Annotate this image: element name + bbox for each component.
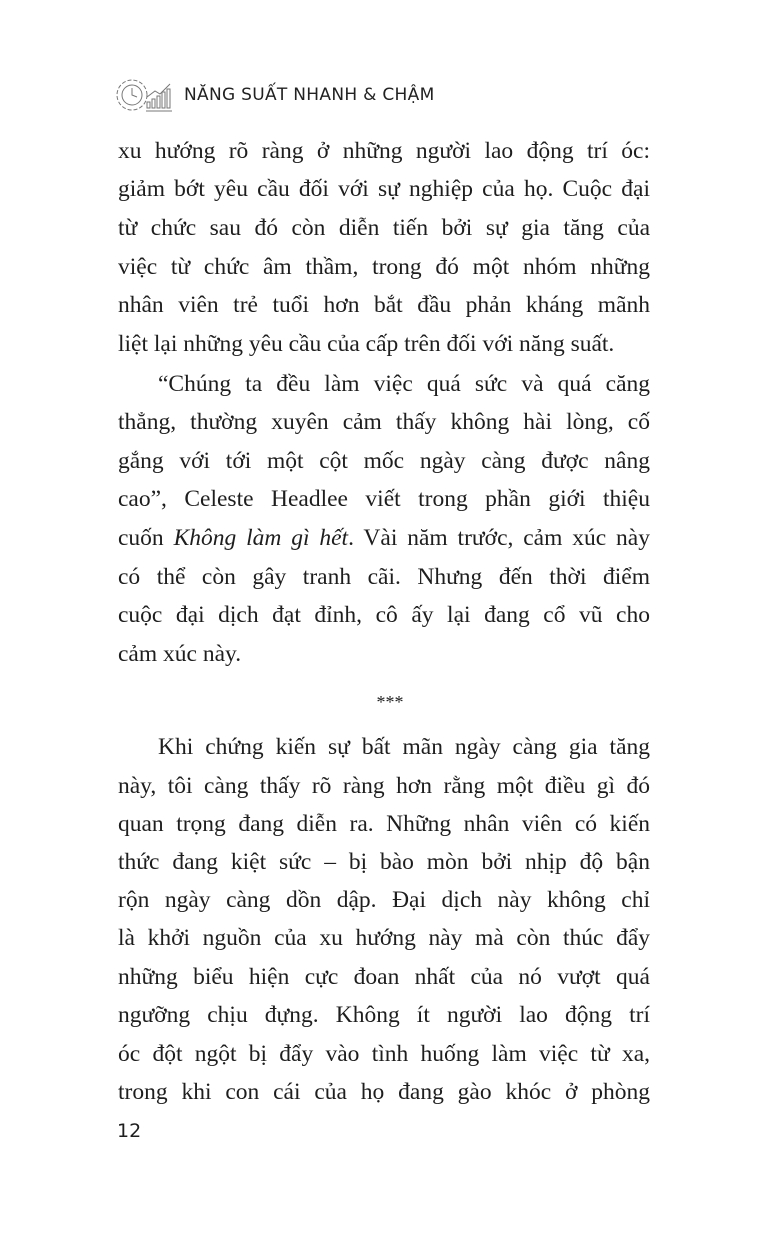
section-separator: *** [376,692,404,712]
text-line: thức đang kiệt sức – bị bào mòn bởi nhịp độ bận [118,849,650,875]
text-line: óc đột ngột bị đẩy vào tình huống làm việc từ xa, [118,1041,650,1067]
text-line: trong khi con cái của họ đang gào khóc ở phòng [118,1079,650,1105]
running-header [114,70,435,120]
text-line: xu hướng rõ ràng ở những người lao động trí óc: [118,138,650,164]
running-header-title: NĂNG SUẤT NHANH & CHẬM [184,85,435,105]
text-line: ngưỡng chịu đựng. Không ít người lao động trí [118,1002,650,1028]
text-line: cuộc đại dịch đạt đỉnh, cô ấy lại đang cổ vũ cho [118,602,650,628]
text-line: có thể còn gây tranh cãi. Nhưng đến thời điểm [118,564,650,590]
text-line: những biểu hiện cực đoan nhất của nó vượt quá [118,964,650,990]
text-line: việc từ chức âm thầm, trong đó một nhóm những [118,254,650,280]
gear-clock-chart-icon [114,75,176,115]
text-line: thẳng, thường xuyên cảm thấy không hài lòng, cố [118,409,650,435]
book-title: Không làm gì hết [173,525,349,551]
text-line: cảm xúc này. [118,641,242,667]
text-line: này, tôi càng thấy rõ ràng hơn rằng một điều gì đó [118,773,650,799]
text-line: “Chúng ta đều làm việc quá sức và quá căng [158,371,650,397]
text-line: cao”, Celeste Headlee viết trong phần giới thiệu [118,486,650,512]
page-number: 12 [117,1120,142,1142]
text-line [118,523,650,553]
text-line: Khi chứng kiến sự bất mãn ngày càng gia tăng [158,734,650,760]
text-line: từ chức sau đó còn diễn tiến bởi sự gia tăng của [118,215,650,241]
text-line: là khởi nguồn của xu hướng này mà còn thúc đẩy [118,925,650,951]
text-segment: . Vài năm trước, cảm xúc này [348,525,650,551]
text-line: quan trọng đang diễn ra. Những nhân viên có kiến [118,811,650,837]
text-line: liệt lại những yêu cầu của cấp trên đối với năng suất. [118,331,615,357]
text-segment: cuốn [118,525,174,551]
text-line: rộn ngày càng dồn dập. Đại dịch này không chỉ [118,887,650,913]
text-line: gắng với tới một cột mốc ngày càng được nâng [118,448,650,474]
text-line: giảm bớt yêu cầu đối với sự nghiệp của họ. Cuộc đại [118,176,650,202]
text-line: nhân viên trẻ tuổi hơn bắt đầu phản kháng mãnh [118,292,650,318]
